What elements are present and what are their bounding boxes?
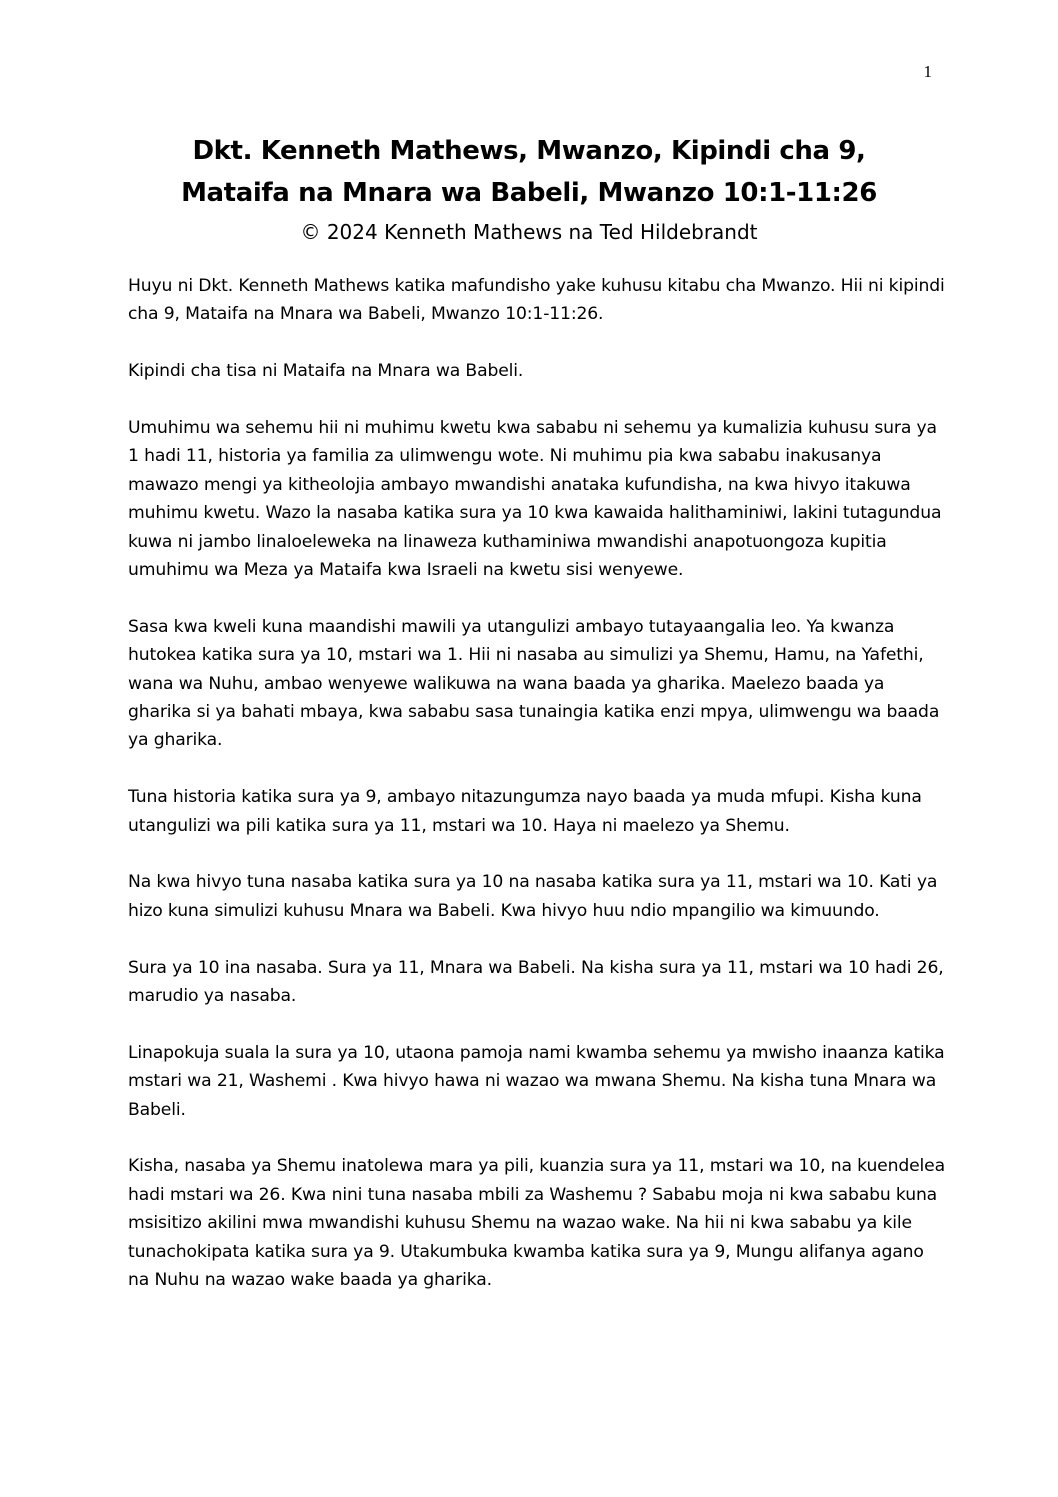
paragraph-8: Linapokuja suala la sura ya 10, utaona pamoja nami kwamba sehemu ya mwisho inaanza katika mstari wa 21, Washemi . Kwa hivyo hawa ni wazao wa mwana Shemu. Na kisha tuna Mnara wa Babeli. — [128, 1042, 945, 1120]
document-header — [0, 130, 1058, 248]
paragraph-2: Kipindi cha tisa ni Mataifa na Mnara wa Babeli. — [128, 361, 524, 382]
document-body — [128, 272, 948, 1323]
paragraph-7: Sura ya 10 ina nasaba. Sura ya 11, Mnara wa Babeli. Na kisha sura ya 11, mstari wa 10 hadi 26, marudio ya nasaba. — [128, 957, 944, 1007]
page-title-line-2: Mataifa na Mnara wa Babeli, Mwanzo 10:1-11:26 — [181, 178, 877, 208]
paragraph-1: Huyu ni Dkt. Kenneth Mathews katika mafundisho yake kuhusu kitabu cha Mwanzo. Hii ni kipindi cha 9, Mataifa na Mnara wa Babeli, Mwanzo 10:1-11:26. — [128, 276, 945, 325]
paragraph-9: Kisha, nasaba ya Shemu inatolewa mara ya pili, kuanzia sura ya 11, mstari wa 10, na kuendelea hadi mstari wa 26. Kwa nini tuna nasaba mbili za Washemu ? Sababu moja ni kwa sababu kuna msisitizo akilini mwa mwandishi kuhusu Shemu na wazao wake. Na hii ni kwa sababu ya kile tunachokipata katika sura ya 9. Utakumbuka kwamba katika sura ya 9, Mungu alifanya agano na Nuhu na wazao wake baada ya gharika. — [128, 1156, 945, 1291]
paragraph-4: Sasa kwa kweli kuna maandishi mawili ya utangulizi ambayo tutayaangalia leo. Ya kwanza hutokea katika sura ya 10, mstari wa 1. Hii ni nasaba au simulizi ya Shemu, Hamu, na Yafethi, wana wa Nuhu, ambao wenyewe walikuwa na wana baada ya gharika. Maelezo baada ya gharika si ya bahati mbaya, kwa sababu sasa tunaingia katika enzi mpya, ulimwengu wa baada ya gharika. — [128, 616, 940, 751]
page-number: 1 — [923, 62, 932, 81]
page-title-line-1: Dkt. Kenneth Mathews, Mwanzo, Kipindi cha 9, — [192, 136, 866, 166]
paragraph-3: Umuhimu wa sehemu hii ni muhimu kwetu kwa sababu ni sehemu ya kumalizia kuhusu sura ya 1 hadi 11, historia ya familia za ulimwengu wote. Ni muhimu pia kwa sababu inakusanya mawazo mengi ya kitheolojia ambayo mwandishi anataka kufundisha, na kwa hivyo itakuwa muhimu kwetu. Wazo la nasaba katika sura ya 10 kwa kawaida halithaminiwi, lakini tutagundua kuwa ni jambo linaloeleweka na linaweza kuthaminiwa mwandishi anapotuongoza kupitia umuhimu wa Meza ya Mataifa kwa Israeli na kwetu sisi wenyewe. — [128, 418, 942, 581]
paragraph-5: Tuna historia katika sura ya 9, ambayo nitazungumza nayo baada ya muda mfupi. Kisha kuna utangulizi wa pili katika sura ya 11, mstari wa 10. Haya ni maelezo ya Shemu. — [128, 787, 922, 836]
paragraph-6: Na kwa hivyo tuna nasaba katika sura ya 10 na nasaba katika sura ya 11, mstari wa 10. Kati ya hizo kuna simulizi kuhusu Mnara wa Babeli. Kwa hivyo huu ndio mpangilio wa kimuundo. — [128, 872, 938, 921]
copyright-notice: © 2024 Kenneth Mathews na Ted Hildebrandt — [300, 220, 758, 244]
